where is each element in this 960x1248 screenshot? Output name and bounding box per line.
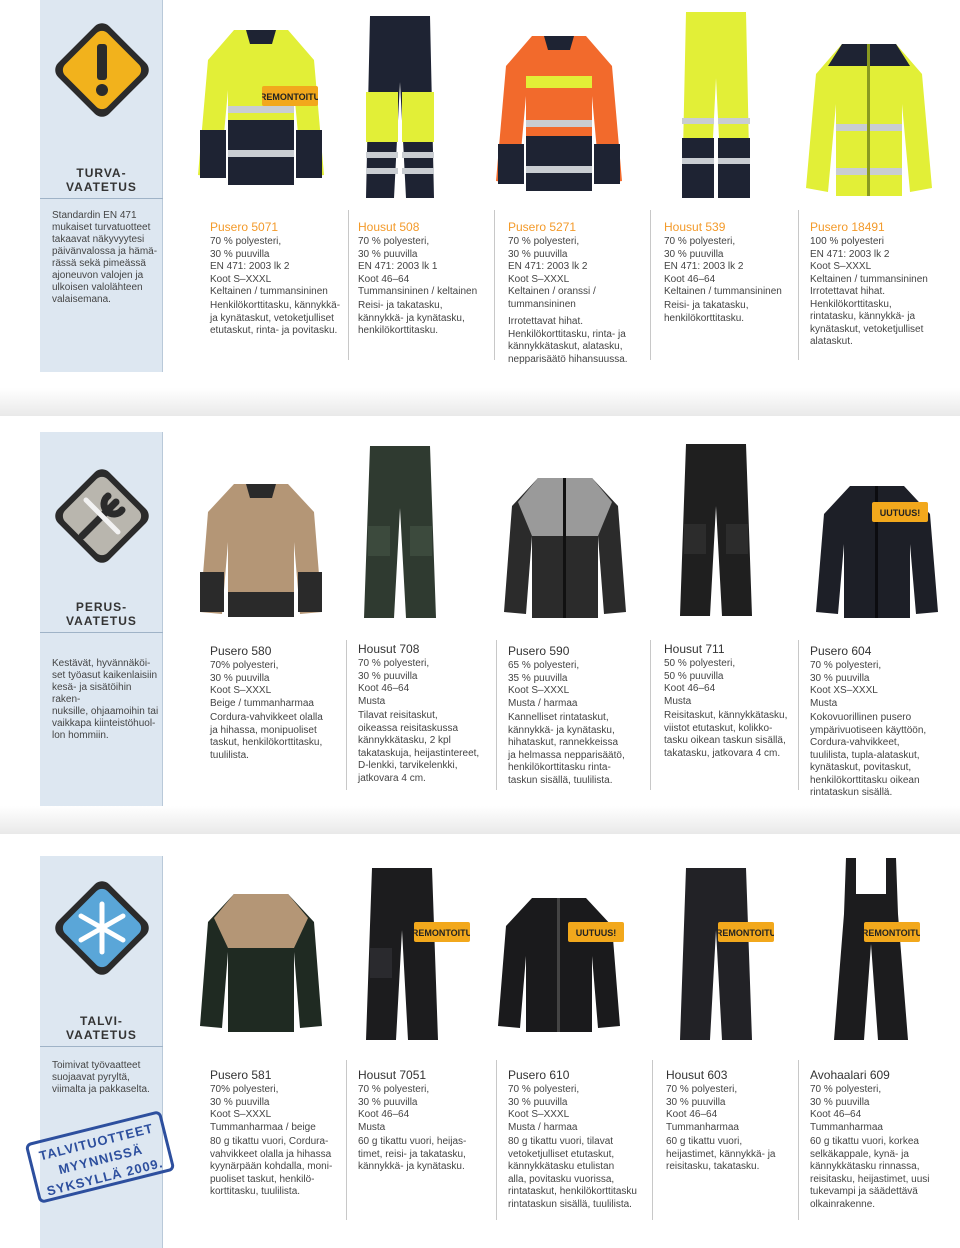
product-description: Reisi- ja takatasku, kännykkä- ja kynätasku, henkilökorttitasku. xyxy=(358,300,465,336)
product-description: 80 g tikattu vuori, tilavat vetoketjulliset etutaskut, kännykkätasku etulistan alla, povitasku vuorissa, rintataskut, henkilökorttitasku rintataskun sisällä, tuulilista. xyxy=(508,1136,637,1210)
divider xyxy=(40,198,163,199)
product-description: Tilavat reisitaskut, oikeassa reisitaskussa kännykkätasku, 2 kpl takataskuja, heijastintereet, D-lenkki, tarvikelenkki, jatkovara 4 cm. xyxy=(358,710,480,784)
svg-text:REMONTOITU: REMONTOITU xyxy=(718,928,774,938)
divider xyxy=(496,1060,497,1220)
beige-jacket-image xyxy=(196,472,326,627)
divider xyxy=(40,632,163,633)
product-description: Kannelliset rintataskut, kännykkä- ja kynätasku, hihataskut, rannekkeissa ja helmassa nepparisäätö, henkilökorttitasku rinta- taskun sisällä, tuulilista. xyxy=(508,712,625,786)
product-title: Pusero 610 xyxy=(508,1068,570,1082)
new-product-tag xyxy=(872,502,928,522)
black-jacket-image xyxy=(812,474,942,627)
svg-text:UUTUUS!: UUTUUS! xyxy=(879,508,921,518)
remontoitu-tag xyxy=(864,922,920,942)
product-spec: 50 % polyesteri, 50 % puuvilla Koot 46–64 Musta xyxy=(664,658,736,707)
section-title: TALVI- VAATETUS xyxy=(66,1014,137,1042)
product-title: Housut 7051 xyxy=(358,1068,427,1082)
divider xyxy=(650,640,651,790)
winter-trousers-image xyxy=(362,864,442,1049)
hivis-trousers-image xyxy=(360,12,440,207)
product-title: Pusero 581 xyxy=(210,1068,272,1082)
product-spec: 70 % polyesteri, 30 % puuvilla EN 471: 2003 lk 2 Koot S–XXXL Keltainen / tummansininen xyxy=(210,236,328,297)
remontoitu-tag xyxy=(414,922,470,942)
black-work-trousers-image xyxy=(676,440,756,625)
product-description: Henkilökorttitasku, kännykkä- ja kynätaskut, vetoketjulliset etutaskut, rinta- ja povitasku. xyxy=(210,300,341,336)
product-title: Housut 508 xyxy=(358,220,420,234)
product-title: Avohaalari 609 xyxy=(810,1068,890,1082)
black-trousers-image xyxy=(360,442,440,627)
product-spec: 70 % polyesteri, 30 % puuvilla Koot S–XXXL Musta / harmaa xyxy=(508,1084,580,1133)
product-description: 60 g tikattu vuori, heijas- timet, reisi- ja takatasku, kännykkä- ja kynätasku. xyxy=(358,1136,467,1172)
divider xyxy=(348,210,349,360)
product-title: Pusero 5271 xyxy=(508,220,577,234)
product-description: 60 g tikattu vuori, heijastimet, kännykkä- ja reisitasku, takatasku. xyxy=(666,1136,776,1172)
hivis-yellow-jacket-image xyxy=(804,28,934,205)
section-description: Standardin EN 471 mukaiset turvatuotteet takaavat näkyvyytesi päivänvalossa ja hämä- rässä sekä pimeässä ajoneuvon valojen ja ulkoisen valolähteen valaisemana. xyxy=(52,210,158,305)
product-description: Irrotettavat hihat. Henkilökorttitasku, rintatasku, kännykkä- ja kynätaskut, vetoketjulliset alataskut. xyxy=(810,286,924,347)
product-description: Reisi- ja takatasku, henkilökorttitasku. xyxy=(664,300,749,324)
divider xyxy=(652,1060,653,1220)
divider xyxy=(494,210,495,360)
bib-overall-image xyxy=(826,854,916,1049)
divider xyxy=(798,210,799,360)
product-spec: 70 % polyesteri, 30 % puuvilla Koot 46–64 Musta xyxy=(358,658,430,707)
product-spec: 70 % polyesteri, 30 % puuvilla EN 471: 2003 lk 2 Koot S–XXXL Keltainen / oranssi / tummansininen xyxy=(508,236,596,310)
svg-text:REMONTOITU: REMONTOITU xyxy=(414,928,470,938)
divider xyxy=(798,640,799,790)
safety-clothing-section xyxy=(0,0,960,372)
winter-clothing-section xyxy=(0,828,960,1248)
divider xyxy=(346,1060,347,1220)
warning-icon xyxy=(46,14,158,126)
product-description: Irrotettavat hihat. Henkilökorttitasku, rinta- ja kännykkätaskut, alatasku, nepparisäätö hihansuussa. xyxy=(508,316,628,365)
product-description: Kokovuorillinen pusero ympärivuotiseen käyttöön, Cordura-vahvikkeet, tuulilista, tupla-alataskut, kynätaskut, povitaskut, henkilökorttitasku oikean rintataskun sisällä. xyxy=(810,712,927,798)
product-spec: 70% polyesteri, 30 % puuvilla Koot S–XXXL Tummanharmaa / beige xyxy=(210,1084,316,1133)
product-spec: 70% polyesteri, 30 % puuvilla Koot S–XXXL Beige / tummanharmaa xyxy=(210,660,314,709)
divider xyxy=(40,1046,163,1047)
svg-text:REMONTOITU: REMONTOITU xyxy=(864,928,920,938)
safety-sidebar xyxy=(40,0,163,372)
product-title: Pusero 604 xyxy=(810,644,872,658)
winter-products-stamp: TALVITUOTTEET MYYNNISSÄ SYKSYLLÄ 2009. xyxy=(25,1110,176,1204)
product-spec: 70 % polyesteri, 30 % puuvilla Koot 46–64 Musta xyxy=(358,1084,430,1133)
divider xyxy=(496,640,497,790)
remontoitu-tag xyxy=(718,922,774,942)
snowflake-icon xyxy=(46,872,158,984)
product-spec: 70 % polyesteri, 30 % puuvilla EN 471: 2003 lk 1 Koot 46–64 Tummansininen / keltainen xyxy=(358,236,478,297)
product-spec: 70 % polyesteri, 30 % puuvilla EN 471: 2003 lk 2 Koot 46–64 Keltainen / tummansininen xyxy=(664,236,782,297)
remontoitu-tag xyxy=(262,86,318,106)
winter-jacket-beige-image xyxy=(196,882,326,1041)
section-description: Toimivat työvaatteet suojaavat pyryltä, viimalta ja pakkaselta. xyxy=(52,1060,150,1095)
product-title: Pusero 590 xyxy=(508,644,570,658)
winter-jacket-black-image xyxy=(494,886,624,1041)
tools-icon xyxy=(46,460,158,572)
product-title: Pusero 580 xyxy=(210,644,272,658)
product-description: 80 g tikattu vuori, Cordura- vahvikkeet olalla ja hihassa kyynärpään kohdalla, moni- puoliset taskut, henkilö- korttitasku, tuulilista. xyxy=(210,1136,333,1197)
divider xyxy=(346,640,347,790)
divider xyxy=(650,210,651,360)
product-title: Pusero 5071 xyxy=(210,220,279,234)
svg-text:UUTUUS!: UUTUUS! xyxy=(575,928,617,938)
product-spec: 70 % polyesteri, 30 % puuvilla Koot 46–64 Tummanharmaa xyxy=(810,1084,883,1133)
hivis-orange-jacket-image xyxy=(494,16,624,201)
new-product-tag xyxy=(568,922,624,942)
product-title: Housut 708 xyxy=(358,642,420,656)
grey-jacket-image xyxy=(500,466,630,627)
product-description: Cordura-vahvikkeet olalla ja hihassa, monipuoliset taskut, henkilökorttitasku, tuulilista. xyxy=(210,712,323,761)
section-title: TURVA- VAATETUS xyxy=(66,166,137,194)
hivis-yellow-trousers-image xyxy=(676,8,756,207)
product-spec: 65 % polyesteri, 35 % puuvilla Koot S–XXXL Musta / harmaa xyxy=(508,660,580,709)
section-title: PERUS- VAATETUS xyxy=(66,600,137,628)
winter-grey-trousers-image xyxy=(676,864,756,1049)
product-title: Housut 711 xyxy=(664,642,725,656)
product-spec: 100 % polyesteri EN 471: 2003 lk 2 Koot S–XXXL Keltainen / tummansininen xyxy=(810,236,928,285)
basic-sidebar xyxy=(40,432,163,812)
product-description: Reisitaskut, kännykkätasku, viistot etutaskut, kolikko- tasku oikean taskun sisällä, takatasku, jatkovara 4 cm. xyxy=(664,710,788,759)
section-description: Kestävät, hyvännäköi- set työasut kaikenlaisiin kesä- ja sisätöihin raken- nuksille, ohjaamoihin tai vaikkapa kiinteistöhuol- lon hommiin. xyxy=(52,658,159,741)
divider xyxy=(798,1060,799,1220)
product-title: Pusero 18491 xyxy=(810,220,885,234)
product-spec: 70 % polyesteri, 30 % puuvilla Koot 46–64 Tummanharmaa xyxy=(666,1084,739,1133)
svg-text:REMONTOITU: REMONTOITU xyxy=(262,92,318,102)
product-spec: 70 % polyesteri, 30 % puuvilla Koot XS–XXXL Musta xyxy=(810,660,882,709)
product-description: 60 g tikattu vuori, korkea selkäkappale, kynä- ja kännykkätasku rinnassa, reisitasku, heijastimet, uusi tukevampi ja säädettävä olkainrakenne. xyxy=(810,1136,930,1210)
basic-clothing-section xyxy=(0,412,960,812)
product-title: Housut 539 xyxy=(664,220,726,234)
product-title: Housut 603 xyxy=(666,1068,728,1082)
